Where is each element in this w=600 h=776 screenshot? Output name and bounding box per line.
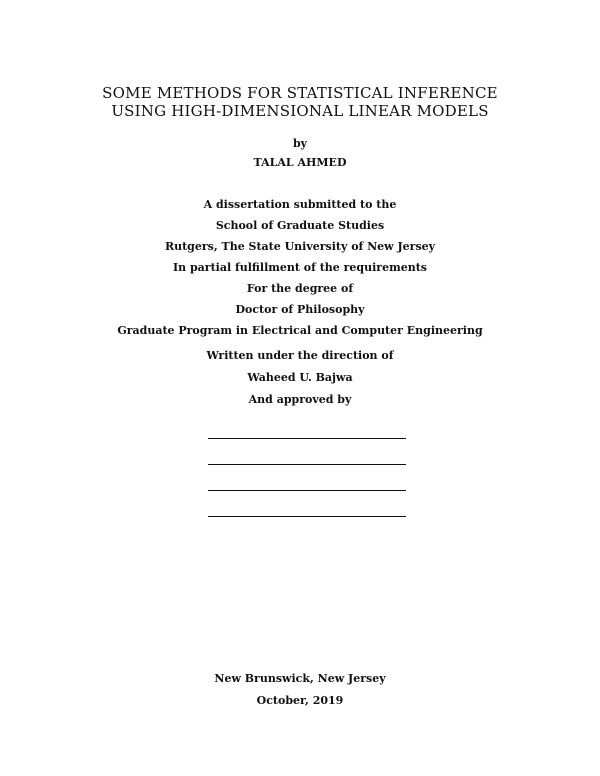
signature-line-1 <box>208 438 406 439</box>
signature-line-2 <box>208 464 406 465</box>
advisor-name: Waheed U. Bajwa <box>247 371 353 384</box>
signature-line-4 <box>208 516 406 517</box>
submission-line-6: Doctor of Philosophy <box>235 303 365 316</box>
date: October, 2019 <box>256 694 344 707</box>
submission-line-1: A dissertation submitted to the <box>203 198 397 211</box>
direction-intro: Written under the direction of <box>206 349 394 362</box>
submission-line-5: For the degree of <box>246 282 354 295</box>
submission-line-4: In partial fulfillment of the requirements <box>173 261 427 274</box>
place: New Brunswick, New Jersey <box>214 672 386 685</box>
dissertation-title-line-2: USING HIGH-DIMENSIONAL LINEAR MODELS <box>111 102 489 120</box>
approved-by: And approved by <box>248 393 352 406</box>
submission-line-2: School of Graduate Studies <box>215 219 385 232</box>
dissertation-title-line-1: SOME METHODS FOR STATISTICAL INFERENCE <box>102 84 498 102</box>
author-name: TALAL AHMED <box>253 156 347 169</box>
submission-line-7: Graduate Program in Electrical and Computer Engineering <box>117 324 483 337</box>
submission-line-3: Rutgers, The State University of New Jersey <box>164 240 436 253</box>
signature-line-3 <box>208 490 406 491</box>
by-label: by <box>292 137 308 150</box>
